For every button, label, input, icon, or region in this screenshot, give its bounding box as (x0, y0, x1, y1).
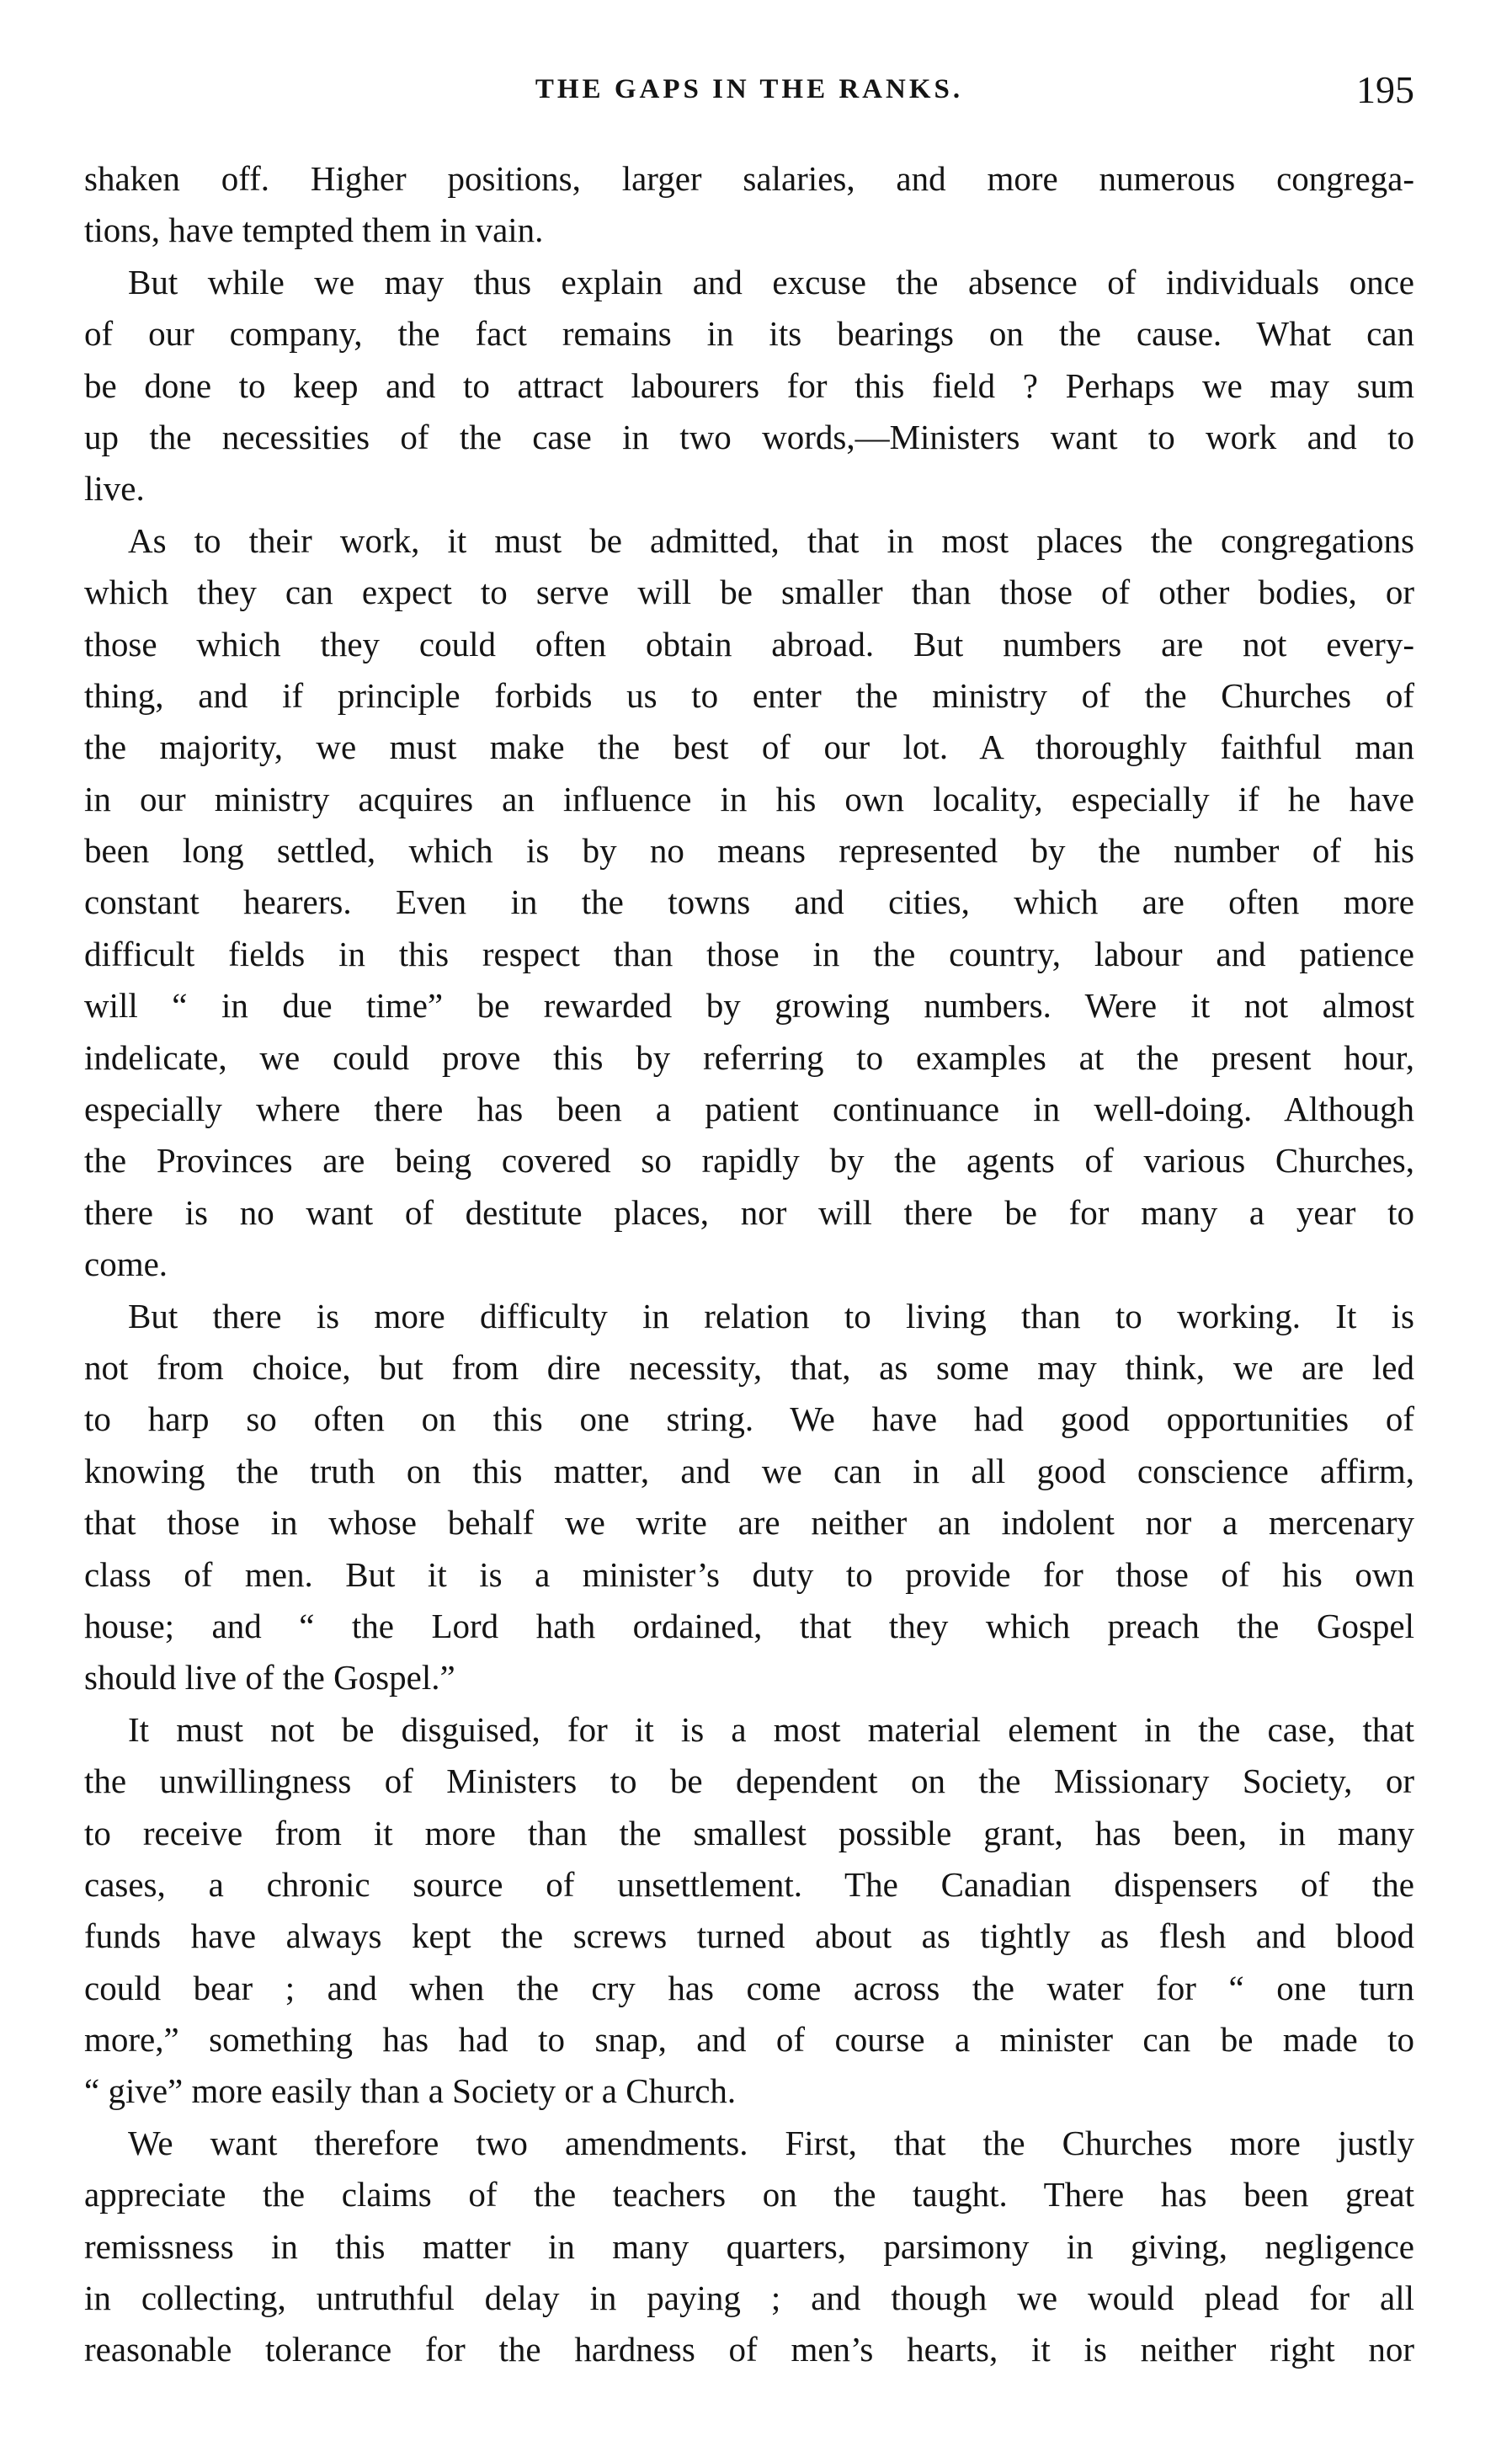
text-line: not from choice, but from dire necessity, that, as some may think, we are led (84, 1347, 1414, 1387)
text-line: reasonable tolerance for the hardness of men’s hearts, it is neither right nor (84, 2330, 1414, 2369)
text-line: more,” something has had to snap, and of course a minister can be made to (84, 2020, 1414, 2060)
text-line: As to their work, it must be admitted, that in most places the congregations (128, 520, 1414, 560)
text-line: to receive from it more than the smallest possible grant, has been, in many (84, 1813, 1414, 1852)
text-line: But there is more difficulty in relation to living than to working. It is (128, 1296, 1414, 1335)
text-line: up the necessities of the case in two words,—Ministers want to work and to (84, 417, 1414, 456)
text-line: in our ministry acquires an influence in his own locality, especially if he have (84, 779, 1414, 818)
text-line: funds have always kept the screws turned about as tightly as flesh and blood (84, 1916, 1414, 1956)
text-line: It must not be disguised, for it is a most material element in the case, that (128, 1709, 1414, 1749)
text-line: indelicate, we could prove this by referring to examples at the present hour, (84, 1037, 1414, 1077)
text-line: been long settled, which is by no means represented by the number of his (84, 831, 1414, 871)
text-line: be done to keep and to attract labourers for this field ? Perhaps we may sum (84, 365, 1414, 405)
page-number: 195 (1356, 68, 1414, 111)
text-line: come. (84, 1244, 168, 1284)
text-line: But while we may thus explain and excuse the absence of individuals once (128, 262, 1414, 301)
text-line: “ give” more easily than a Society or a Church. (84, 2071, 737, 2111)
text-line: in collecting, untruthful delay in paying ; and though we would plead for all (84, 2278, 1414, 2318)
text-line: of our company, the fact remains in its bearings on the cause. What can (84, 314, 1414, 354)
text-line: appreciate the claims of the teachers on the taught. There has been great (84, 2175, 1414, 2214)
text-line: shaken off. Higher positions, larger salaries, and more numerous congrega- (84, 159, 1414, 198)
text-line: house; and “ the Lord hath ordained, that they which preach the Gospel (84, 1606, 1414, 1645)
text-line: constant hearers. Even in the towns and cities, which are often more (84, 882, 1414, 922)
text-line: those which they could often obtain abroad. But numbers are not every- (84, 624, 1414, 664)
text-line: cases, a chronic source of unsettlement. The Canadian dispensers of the (84, 1864, 1414, 1904)
text-line: should live of the Gospel.” (84, 1658, 455, 1698)
text-line: which they can expect to serve will be smaller than those of other bodies, or (84, 573, 1414, 612)
text-line: to harp so often on this one string. We have had good opportunities of (84, 1399, 1414, 1439)
text-line: remissness in this matter in many quarters, parsimony in giving, negligence (84, 2226, 1414, 2266)
text-line: that those in whose behalf we write are neither an indolent nor a mercenary (84, 1503, 1414, 1543)
text-line: the unwillingness of Ministers to be dependent on the Missionary Society, or (84, 1761, 1414, 1801)
text-line: class of men. But it is a minister’s duty to provide for those of his own (84, 1554, 1414, 1594)
body-text (84, 153, 1414, 2376)
text-line: live. (84, 469, 145, 509)
text-line: We want therefore two amendments. First, that the Churches more justly (128, 2123, 1414, 2162)
running-title: THE GAPS IN THE RANKS. (535, 74, 964, 104)
running-head (84, 67, 1414, 118)
text-line: could bear ; and when the cry has come across the water for “ one turn (84, 1968, 1414, 2007)
text-line: knowing the truth on this matter, and we can in all good conscience affirm, (84, 1451, 1414, 1490)
text-line: there is no want of destitute places, nor will there be for many a year to (84, 1192, 1414, 1232)
text-line: difficult fields in this respect than those in the country, labour and patience (84, 934, 1414, 973)
text-line: especially where there has been a patient continuance in well-doing. Although (84, 1090, 1414, 1129)
text-line: will “ in due time” be rewarded by growing numbers. Were it not almost (84, 986, 1414, 1026)
text-line: tions, have tempted them in vain. (84, 211, 544, 250)
text-line: thing, and if principle forbids us to enter the ministry of the Churches of (84, 675, 1414, 715)
text-line: the Provinces are being covered so rapidly by the agents of various Churches, (84, 1141, 1414, 1181)
text-line: the majority, we must make the best of our lot. A thoroughly faithful man (84, 728, 1414, 767)
